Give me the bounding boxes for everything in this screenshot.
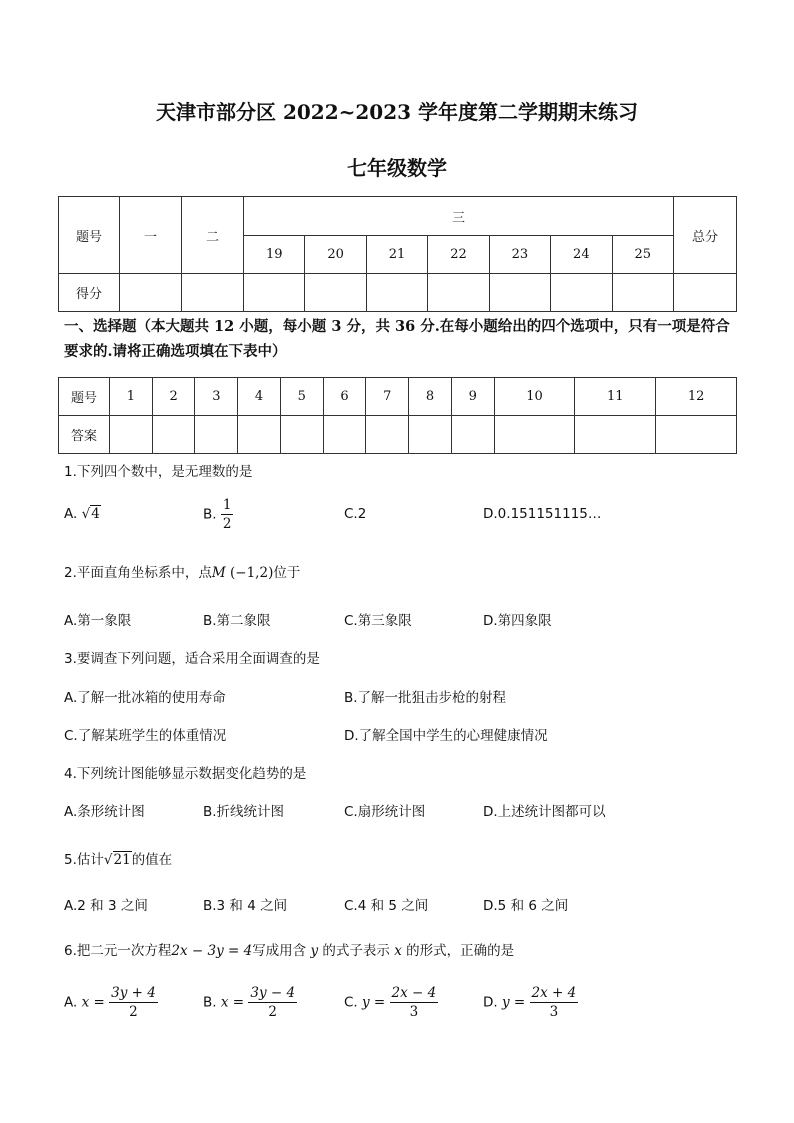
- option-a-prefix: A.: [64, 506, 78, 522]
- score-cell[interactable]: [366, 274, 427, 312]
- answer-number: 2: [152, 378, 195, 416]
- exam-subtitle: 七年级数学: [347, 156, 447, 180]
- question-1-stem: 1.下列四个数中，是无理数的是: [64, 464, 253, 480]
- score-sub-number: 20: [305, 236, 366, 274]
- fraction-numerator: 3y + 4: [111, 985, 156, 1001]
- question-3-option-d: D.了解全国中学生的心理健康情况: [344, 728, 548, 744]
- question-5-option-b: B.3 和 4 之间: [203, 898, 288, 914]
- score-table: [58, 196, 737, 312]
- stem-text: 的式子表示: [322, 943, 390, 959]
- answer-cell[interactable]: [451, 416, 494, 454]
- fraction-denominator: 3: [409, 1004, 419, 1020]
- option-prefix: D.: [483, 994, 498, 1011]
- option-lhs: x =: [81, 994, 105, 1011]
- score-sub-number: 21: [366, 236, 427, 274]
- fraction: [530, 984, 579, 1021]
- score-sub-number: 19: [244, 236, 305, 274]
- equation: 2x − 3y = 4: [171, 943, 253, 959]
- answer-cell[interactable]: [409, 416, 452, 454]
- stem-text: 位于: [273, 565, 301, 581]
- answer-number: 7: [366, 378, 409, 416]
- question-3-option-a: A.了解一批冰箱的使用寿命: [64, 690, 226, 706]
- answer-cell[interactable]: [494, 416, 575, 454]
- section-1-heading: 一、选择题（本大题共 12 小题，每小题 3 分，共 36 分.在每小题给出的四个选项中，只有一项是符合要求的.请将正确选项填在下表中）: [64, 318, 730, 360]
- question-5-option-d: D.5 和 6 之间: [483, 898, 569, 914]
- option-lhs: y =: [501, 994, 526, 1011]
- answer-number: 11: [575, 378, 656, 416]
- stem-text: 的值在: [131, 852, 173, 868]
- option-lhs: y =: [362, 994, 386, 1011]
- question-4-option-d: D.上述统计图都可以: [483, 804, 606, 820]
- answer-cell[interactable]: [152, 416, 195, 454]
- score-label-score: 得分: [59, 274, 120, 312]
- question-2-option-c: C.第三象限: [344, 613, 412, 629]
- fraction-denominator: 3: [549, 1004, 559, 1020]
- answer-cell[interactable]: [195, 416, 238, 454]
- variable-y: y: [310, 943, 319, 959]
- answer-number: 3: [195, 378, 238, 416]
- fraction: [109, 984, 158, 1021]
- score-cell[interactable]: [120, 274, 182, 312]
- answer-number: 6: [323, 378, 366, 416]
- fraction-denominator: 2: [129, 1004, 138, 1020]
- option-prefix: B.: [203, 994, 217, 1011]
- fraction-denominator: 2: [268, 1004, 278, 1020]
- answer-table: [58, 377, 737, 454]
- question-1-option-c: C.2: [344, 506, 367, 522]
- sqrt-expression: √21: [103, 852, 131, 868]
- answer-number: 5: [280, 378, 323, 416]
- option-b-prefix: B.: [203, 506, 217, 523]
- fraction-numerator: 3y − 4: [250, 985, 296, 1001]
- question-3-option-b: B.了解一批狙击步枪的射程: [344, 690, 507, 706]
- question-4-option-b: B.折线统计图: [203, 804, 285, 820]
- question-1-option-a: [64, 506, 101, 522]
- score-cell[interactable]: [489, 274, 550, 312]
- sqrt-expression: √4: [81, 506, 100, 522]
- question-3-stem: 3.要调查下列问题，适合采用全面调查的是: [64, 651, 320, 667]
- score-cell[interactable]: [612, 274, 673, 312]
- variable-x: x: [394, 943, 402, 959]
- fraction-numerator: 2x − 4: [391, 985, 437, 1001]
- answer-number: 1: [110, 378, 153, 416]
- question-4-option-c: C.扇形统计图: [344, 804, 426, 820]
- question-2-stem: [64, 561, 300, 581]
- answer-number: 4: [238, 378, 281, 416]
- score-label-question: 题号: [59, 197, 120, 274]
- fraction: [248, 984, 297, 1021]
- answer-number: 8: [409, 378, 452, 416]
- stem-text: 5.估计: [64, 852, 104, 868]
- answer-number: 9: [451, 378, 494, 416]
- score-cell[interactable]: [244, 274, 305, 312]
- question-6-option-a: [64, 984, 158, 1021]
- fraction: [221, 496, 234, 533]
- stem-text: 的形式，正确的是: [406, 943, 515, 959]
- score-total-label: 总分: [674, 197, 737, 274]
- answer-cell[interactable]: [575, 416, 656, 454]
- answer-label-answer: 答案: [59, 416, 110, 454]
- option-prefix: A.: [64, 994, 78, 1011]
- question-3-option-c: C.了解某班学生的体重情况: [64, 728, 227, 744]
- score-cell[interactable]: [674, 274, 737, 312]
- question-1-option-b: [203, 496, 233, 533]
- answer-cell[interactable]: [366, 416, 409, 454]
- option-prefix: C.: [344, 994, 358, 1011]
- answer-cell[interactable]: [280, 416, 323, 454]
- question-6-stem: [64, 939, 514, 959]
- question-1-option-d: D.0.151151115…: [483, 506, 602, 522]
- answer-number: 12: [656, 378, 737, 416]
- question-5-stem: [64, 848, 172, 868]
- point-coordinates: (−1,2): [230, 565, 274, 581]
- score-cell[interactable]: [428, 274, 489, 312]
- exam-title: 天津市部分区 2022~2023 学年度第二学期期末练习: [155, 100, 638, 124]
- question-6-option-b: [203, 984, 297, 1021]
- option-lhs: x =: [220, 994, 245, 1011]
- score-cell[interactable]: [305, 274, 366, 312]
- answer-label-question: 题号: [59, 378, 110, 416]
- question-4-stem: 4.下列统计图能够显示数据变化趋势的是: [64, 766, 307, 782]
- fraction-numerator: 2x + 4: [531, 985, 577, 1001]
- answer-cell[interactable]: [238, 416, 281, 454]
- question-5-option-a: A.2 和 3 之间: [64, 898, 148, 914]
- score-part-3: 三: [244, 197, 674, 236]
- question-2-option-d: D.第四象限: [483, 613, 552, 629]
- point-name: M: [211, 565, 226, 581]
- question-4-option-a: A.条形统计图: [64, 804, 145, 820]
- score-sub-number: 22: [428, 236, 489, 274]
- question-6-option-c: [344, 984, 438, 1021]
- score-part-2: 二: [182, 197, 244, 274]
- answer-number: 10: [494, 378, 575, 416]
- question-2-option-a: A.第一象限: [64, 613, 132, 629]
- question-6-option-d: [483, 984, 578, 1021]
- answer-cell[interactable]: [110, 416, 153, 454]
- score-cell[interactable]: [551, 274, 612, 312]
- score-part-1: 一: [120, 197, 182, 274]
- score-cell[interactable]: [182, 274, 244, 312]
- stem-text: 写成用含: [252, 943, 307, 959]
- fraction-denominator: 2: [222, 516, 232, 532]
- score-sub-number: 23: [489, 236, 550, 274]
- radicand: 4: [91, 506, 100, 522]
- radicand: 21: [113, 852, 131, 868]
- question-5-option-c: C.4 和 5 之间: [344, 898, 429, 914]
- stem-text: 6.把二元一次方程: [64, 943, 172, 959]
- fraction-numerator: 1: [222, 497, 232, 513]
- answer-cell[interactable]: [656, 416, 737, 454]
- answer-cell[interactable]: [323, 416, 366, 454]
- score-sub-number: 24: [551, 236, 612, 274]
- score-sub-number: 25: [612, 236, 673, 274]
- question-2-option-b: B.第二象限: [203, 613, 271, 629]
- fraction: [390, 984, 439, 1021]
- stem-text: 2.平面直角坐标系中，点: [64, 565, 212, 581]
